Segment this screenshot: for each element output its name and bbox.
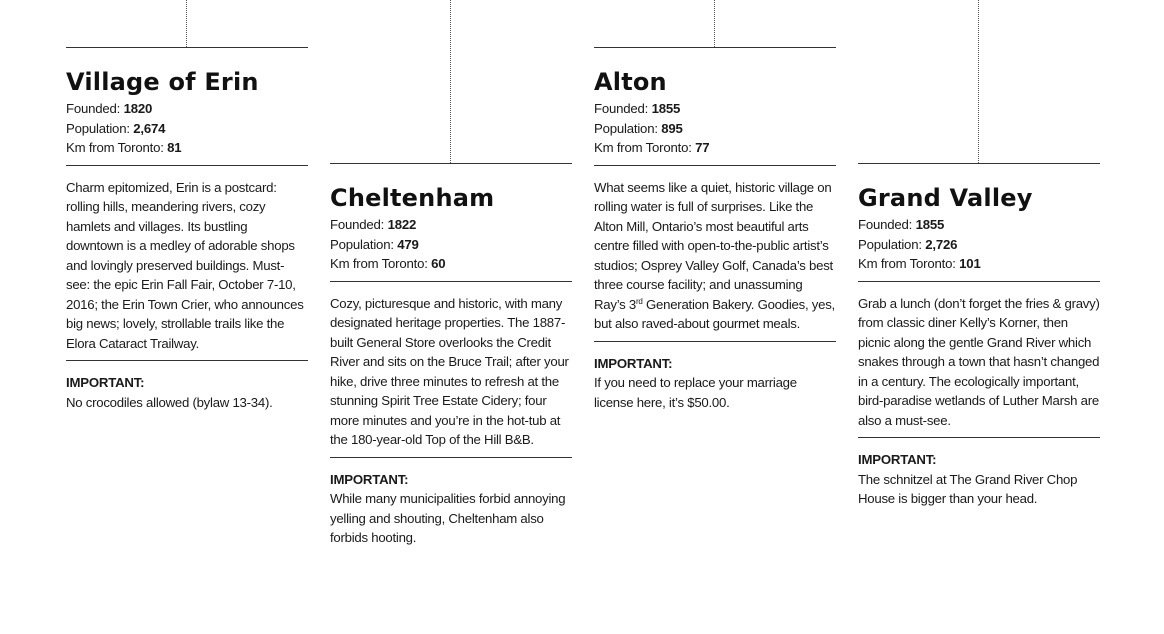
founded-value: 1822 <box>387 217 417 232</box>
town-description: Cozy, picturesque and historic, with many designated heritage properties. The 1887-built General Store overlooks the Credit River and sits on the Bruce Trail; after your hike, drive three minutes to refresh at the stunning Spirit Tree Estate Cidery; four more minutes and you’re in the hot-tub at the 180-year-old Top of the Hill B&B. <box>330 295 569 447</box>
top-rule <box>66 47 308 48</box>
founded-line: Founded: 1820 <box>66 101 153 116</box>
important-text: While many municipalities forbid annoying yelling and shouting, Cheltenham also forbids hooting. <box>330 491 566 545</box>
important-text: If you need to replace your marriage license here, it’s $50.00. <box>594 375 797 410</box>
founded-line: Founded: 1855 <box>858 217 945 232</box>
divider <box>594 341 836 342</box>
connector-grand-valley <box>978 0 979 163</box>
population-line: Population: 2,726 <box>858 236 958 252</box>
town-description: Charm epitomized, Erin is a postcard: rolling hills, meandering rivers, cozy hamlets and villages. Its bustling downtown is a medley of adorable shops and lovingly preserved buildings. Must-see: the epic Erin Fall Fair, October 7-10, 2016; the Erin Town Crier, who announces big news; lovely, strollable trails like the Elora Cataract Trailway. <box>66 179 304 351</box>
population-value: 2,726 <box>925 236 958 252</box>
important-label: IMPORTANT: <box>858 452 937 467</box>
town-name: Village of Erin <box>66 68 259 96</box>
town-card-erin <box>66 47 308 412</box>
important-label: IMPORTANT: <box>330 471 409 487</box>
founded-value: 1855 <box>651 101 681 116</box>
town-card-alton <box>594 47 836 412</box>
population-line: Population: 479 <box>330 236 419 252</box>
divider <box>858 281 1100 282</box>
top-rule <box>858 163 1100 164</box>
town-name: Grand Valley <box>858 184 1033 212</box>
population-line: Population: 895 <box>594 120 683 136</box>
population-line: Population: 2,674 <box>66 120 166 136</box>
divider <box>858 437 1100 438</box>
town-description: Grab a lunch (don’t forget the fries & gravy) from classic diner Kelly’s Korner, then picnic along the gentle Grand River which snakes through a town that hasn’t changed in a century. The ecologically important, bird-paradise wetlands of Luther Marsh are also a must-see. <box>858 295 1100 428</box>
population-value: 895 <box>661 120 683 136</box>
distance-line: Km from Toronto: 101 <box>858 256 981 271</box>
connector-cheltenham <box>450 0 451 163</box>
divider <box>330 457 572 458</box>
town-description: What seems like a quiet, historic village on rolling water is full of surprises. Like the Alton Mill, Ontario’s most beautiful arts centre filled with open-to-the-public artist’s studios; Osprey Valley Golf, Canada’s best three course facility; and unassuming Ray’s 3rd Generation Bakery. Goodies, yes, but also raved-about gourmet meals. <box>594 179 835 331</box>
ordinal-suffix: rd <box>636 296 643 306</box>
distance-line: Km from Toronto: 60 <box>330 256 446 271</box>
important-text: No crocodiles allowed (bylaw 13-34). <box>66 394 273 410</box>
town-card-grand-valley <box>858 163 1100 509</box>
founded-value: 1855 <box>915 217 945 232</box>
top-rule <box>330 163 572 164</box>
distance-value: 77 <box>695 140 710 155</box>
connector-erin <box>186 0 187 47</box>
town-name: Cheltenham <box>330 184 495 212</box>
distance-value: 81 <box>167 140 182 155</box>
divider <box>66 165 308 166</box>
important-text: The schnitzel at The Grand River Chop House is bigger than your head. <box>858 471 1078 506</box>
important-label: IMPORTANT: <box>594 355 673 371</box>
distance-value: 60 <box>431 256 446 271</box>
population-value: 479 <box>397 236 419 252</box>
divider <box>594 165 836 166</box>
connector-alton <box>714 0 715 47</box>
town-name: Alton <box>594 68 667 96</box>
founded-line: Founded: 1822 <box>330 217 417 232</box>
distance-line: Km from Toronto: 81 <box>66 140 182 155</box>
divider <box>66 360 308 361</box>
important-label: IMPORTANT: <box>66 375 145 390</box>
population-value: 2,674 <box>133 120 166 136</box>
distance-line: Km from Toronto: 77 <box>594 140 710 155</box>
divider <box>330 281 572 282</box>
top-rule <box>594 47 836 48</box>
distance-value: 101 <box>959 256 981 271</box>
founded-value: 1820 <box>123 101 153 116</box>
founded-line: Founded: 1855 <box>594 101 681 116</box>
town-card-cheltenham <box>330 163 572 548</box>
